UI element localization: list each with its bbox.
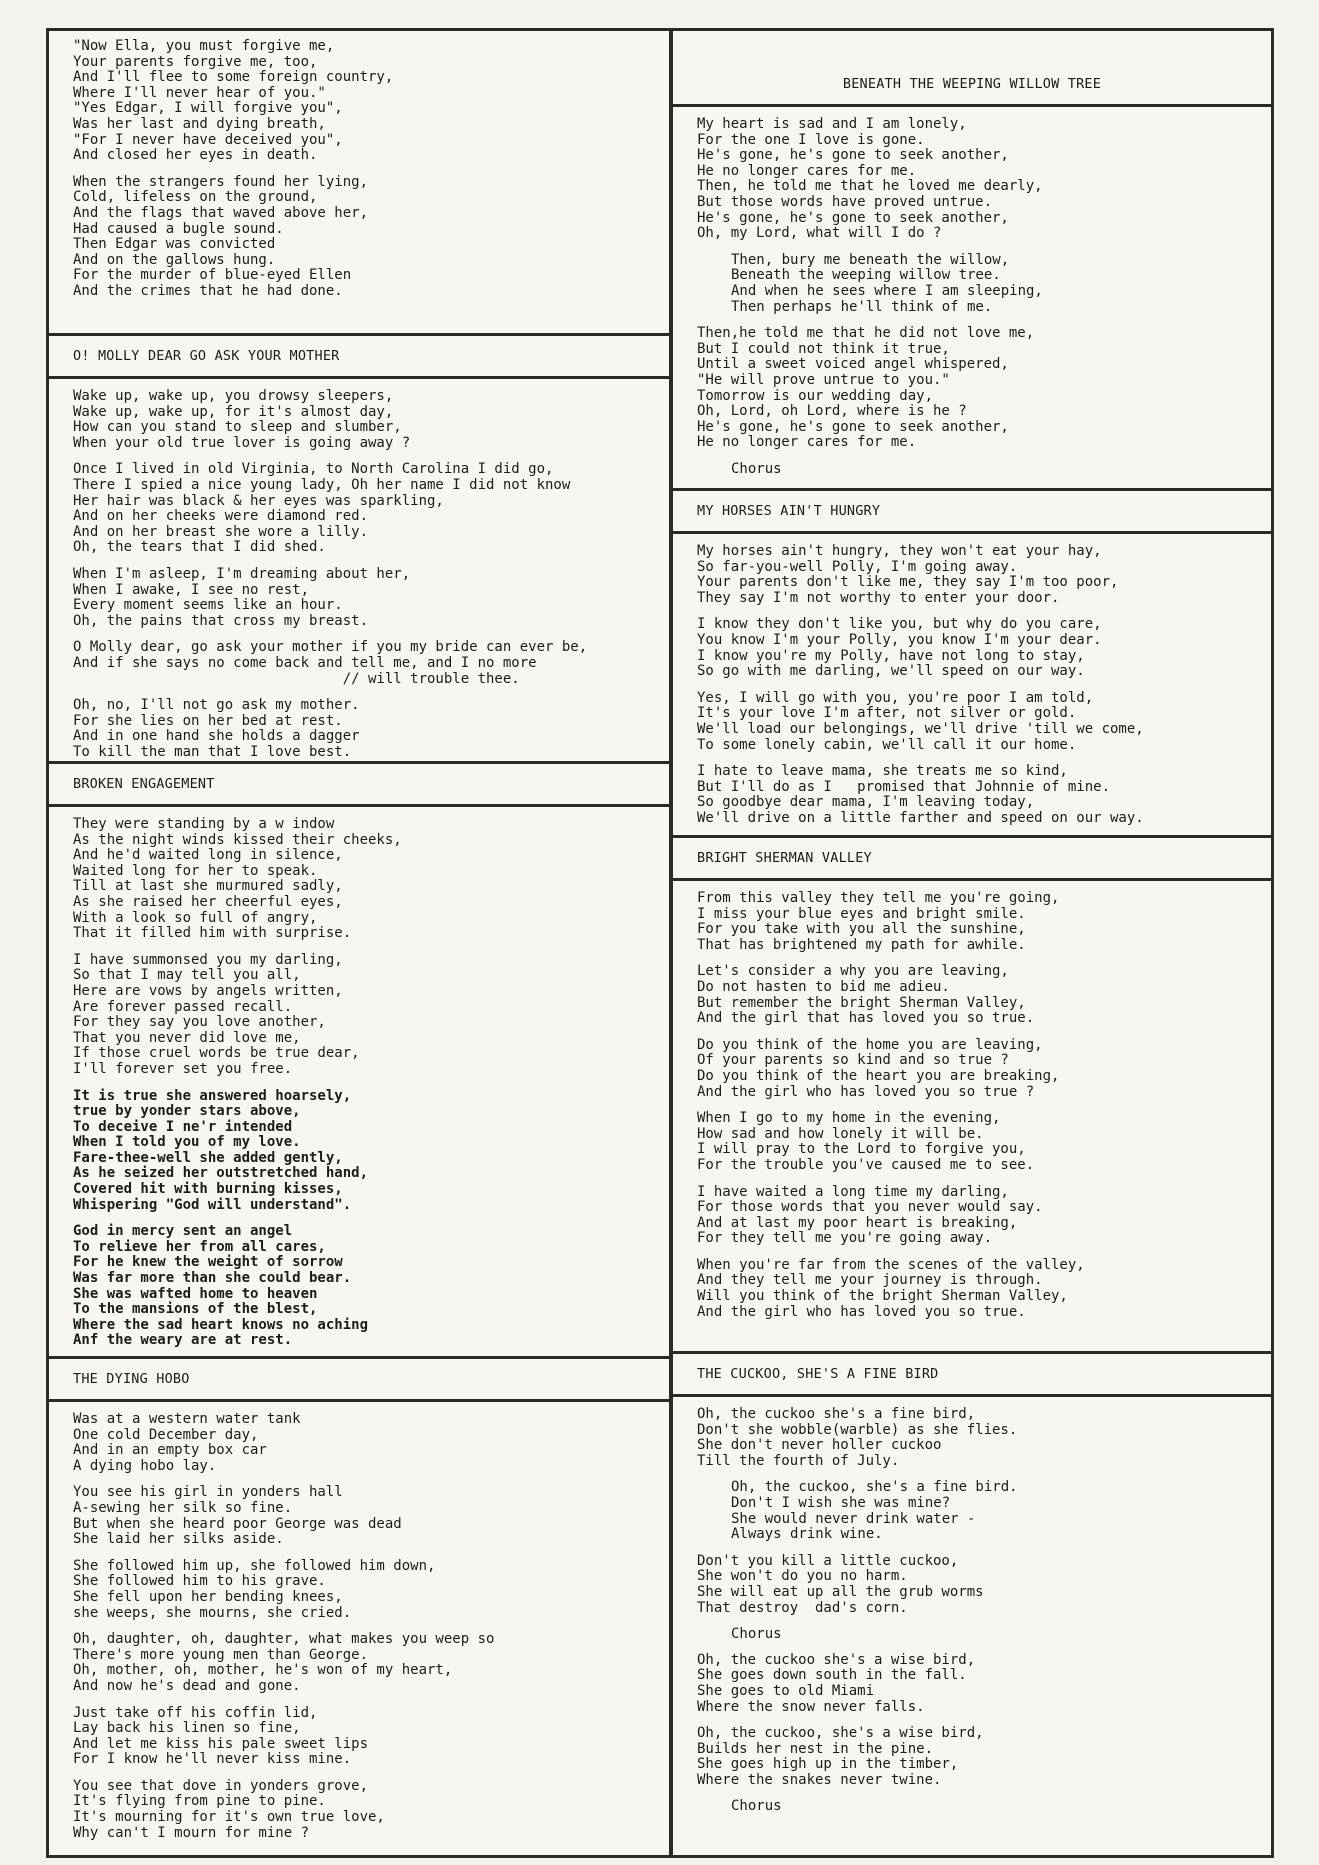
stanza bbox=[697, 1726, 1247, 1788]
stanza bbox=[73, 953, 645, 1078]
lyric-line: Then Edgar was convicted bbox=[73, 236, 276, 253]
lyric-line: Was far more than she could bear. bbox=[73, 1270, 352, 1287]
stanza bbox=[697, 544, 1247, 606]
lyric-line: she weeps, she mourns, she cried. bbox=[73, 1604, 352, 1621]
lyric-line: My heart is sad and I am lonely, bbox=[697, 116, 967, 132]
lyric-line: That you never did love me, bbox=[73, 1029, 301, 1046]
lyric-line: Oh, no, I'll not go ask my mother. bbox=[73, 697, 360, 714]
lyric-line: Fare-thee-well she added gently, bbox=[73, 1149, 343, 1166]
lyric-line: I have summonsed you my darling, bbox=[73, 951, 343, 968]
stanza bbox=[73, 1779, 645, 1841]
song-dying-hobo bbox=[49, 1356, 669, 1852]
lyric-line: Oh, the cuckoo she's a fine bird, bbox=[697, 1406, 976, 1422]
lyric-line: Wake up, wake up, you drowsy sleepers, bbox=[73, 388, 394, 404]
lyric-line: And closed her eyes in death. bbox=[73, 147, 318, 164]
lyric-line: "Now Ella, you must forgive me, bbox=[73, 38, 335, 54]
lyric-line: Where the snakes never twine. bbox=[697, 1771, 942, 1788]
lyric-line: God in mercy sent an angel bbox=[73, 1223, 293, 1240]
lyric-line: She followed him to his grave. bbox=[73, 1573, 326, 1590]
lyric-line: Oh, the cuckoo, she's a fine bird. bbox=[731, 1479, 1018, 1496]
lyric-line: But those words have proved untrue. bbox=[697, 193, 993, 210]
lyric-line: To some lonely cabin, we'll call it our home. bbox=[697, 736, 1077, 753]
lyric-line: And they tell me your journey is through. bbox=[697, 1272, 1043, 1289]
lyric-line: They were standing by a w indow bbox=[73, 816, 335, 832]
lyric-line: She will eat up all the grub worms bbox=[697, 1583, 984, 1600]
chorus-label: Chorus bbox=[731, 1798, 782, 1815]
lyric-line: That it filled him with surprise. bbox=[73, 925, 352, 942]
song-broken-engagement bbox=[49, 761, 669, 1360]
lyric-line: Whispering "God will understand". bbox=[73, 1196, 352, 1213]
lyric-line: Let's consider a why you are leaving, bbox=[697, 963, 1009, 980]
lyric-line: Oh, the tears that I did shed. bbox=[73, 539, 326, 556]
lyric-line: For the trouble you've caused me to see. bbox=[697, 1156, 1035, 1173]
stanza bbox=[697, 1554, 1247, 1616]
lyric-line: But remember the bright Sherman Valley, bbox=[697, 994, 1026, 1011]
stanza bbox=[73, 698, 645, 760]
lyric-line: Where the snow never falls. bbox=[697, 1698, 925, 1715]
stanza bbox=[697, 764, 1247, 826]
lyric-line: And the girl who has loved you so true. bbox=[697, 1303, 1026, 1320]
lyric-line: Builds her nest in the pine. bbox=[697, 1740, 934, 1757]
lyric-line: Was her last and dying breath, bbox=[73, 115, 326, 132]
lyric-line: Do you think of the heart you are breaking, bbox=[697, 1067, 1060, 1084]
lyric-line: Why can't I mourn for mine ? bbox=[73, 1824, 310, 1841]
lyric-line: He's gone, he's gone to seek another, bbox=[697, 209, 1009, 226]
lyric-line: Until a sweet voiced angel whispered, bbox=[697, 356, 1009, 373]
stanza bbox=[697, 891, 1247, 953]
lyric-line: Lay back his linen so fine, bbox=[73, 1720, 301, 1737]
lyric-line: How sad and how lonely it will be. bbox=[697, 1125, 984, 1142]
lyric-line: Always drink wine. bbox=[731, 1526, 883, 1543]
lyric-line: Was at a western water tank bbox=[73, 1411, 301, 1427]
lyric-line: Beneath the weeping willow tree. bbox=[731, 267, 1001, 284]
lyric-line: For they tell me you're going away. bbox=[697, 1230, 993, 1247]
song-ella bbox=[49, 31, 669, 311]
lyric-line: And he'd waited long in silence, bbox=[73, 847, 343, 864]
lyric-line: Covered hit with burning kisses, bbox=[73, 1181, 343, 1198]
song-cuckoo bbox=[673, 1351, 1271, 1825]
lyric-line: Oh, mother, oh, mother, he's won of my heart, bbox=[73, 1662, 453, 1679]
lyric-line: When I awake, I see no rest, bbox=[73, 581, 310, 598]
lyric-line: And in one hand she holds a dagger bbox=[73, 728, 360, 745]
lyric-line: Then,he told me that he did not love me, bbox=[697, 325, 1035, 342]
stanza bbox=[697, 1653, 1247, 1715]
lyric-line: But when she heard poor George was dead bbox=[73, 1515, 402, 1532]
lyric-line: She goes down south in the fall. bbox=[697, 1667, 967, 1684]
song-molly-dear bbox=[49, 333, 669, 771]
lyric-line: Her hair was black & her eyes was sparkling, bbox=[73, 492, 444, 509]
lyric-line: Oh, the cuckoo, she's a wise bird, bbox=[697, 1725, 984, 1742]
stanza bbox=[73, 817, 645, 942]
lyric-line: So that I may tell you all, bbox=[73, 967, 301, 984]
stanza bbox=[697, 326, 1247, 451]
lyric-line: "He will prove untrue to you." bbox=[697, 371, 950, 388]
lyric-line: And at last my poor heart is breaking, bbox=[697, 1214, 1018, 1231]
lyric-line: Where the sad heart knows no aching bbox=[73, 1316, 369, 1333]
song-sherman-valley bbox=[673, 835, 1271, 1331]
song-title: O! MOLLY DEAR GO ASK YOUR MOTHER bbox=[49, 336, 669, 379]
lyric-line: We'll drive on a little farther and speed on our way. bbox=[697, 809, 1144, 826]
stanza bbox=[73, 1632, 645, 1694]
lyric-line: She followed him up, she followed him down, bbox=[73, 1557, 436, 1574]
lyric-line: Here are vows by angels written, bbox=[73, 982, 343, 999]
lyric-line: I miss your blue eyes and bright smile. bbox=[697, 905, 1026, 922]
stanza bbox=[697, 964, 1247, 1026]
lyric-line: She laid her silks aside. bbox=[73, 1531, 284, 1548]
lyric-line: There I spied a nice young lady, Oh her name I did not know bbox=[73, 476, 571, 493]
lyric-line: To relieve her from all cares, bbox=[73, 1238, 326, 1255]
lyric-line: As she raised her cheerful eyes, bbox=[73, 893, 343, 910]
lyric-line: She won't do you no harm. bbox=[697, 1568, 908, 1585]
lyric-line: From this valley they tell me you're going, bbox=[697, 890, 1060, 906]
song-title: BROKEN ENGAGEMENT bbox=[49, 764, 669, 807]
chorus-label: Chorus bbox=[731, 1626, 782, 1643]
stanza bbox=[73, 1706, 645, 1768]
lyric-line: When I'm asleep, I'm dreaming about her, bbox=[73, 565, 411, 582]
lyric-line: But I'll do as I promised that Johnnie of mine. bbox=[697, 778, 1111, 795]
lyric-line: Do you think of the home you are leaving, bbox=[697, 1036, 1043, 1053]
chorus bbox=[697, 253, 1247, 315]
lyric-line: Oh, the pains that cross my breast. bbox=[73, 612, 369, 629]
songbook-page bbox=[46, 28, 1274, 1858]
song-body bbox=[673, 534, 1271, 827]
stanza bbox=[73, 1089, 645, 1214]
lyric-line: There's more young men than George. bbox=[73, 1646, 369, 1663]
lyric-line: As the night winds kissed their cheeks, bbox=[73, 831, 402, 848]
lyric-line: She was wafted home to heaven bbox=[73, 1285, 318, 1302]
lyric-line: Till the fourth of July. bbox=[697, 1452, 900, 1469]
song-weeping-willow bbox=[673, 64, 1271, 487]
lyric-line: And the girl that has loved you so true. bbox=[697, 1010, 1035, 1027]
lyric-line: That has brightened my path for awhile. bbox=[697, 936, 1026, 953]
stanza bbox=[73, 1485, 645, 1547]
lyric-line: Every moment seems like an hour. bbox=[73, 597, 343, 614]
lyric-line: To kill the man that I love best. bbox=[73, 743, 352, 760]
lyric-line: If those cruel words be true dear, bbox=[73, 1045, 360, 1062]
lyric-line: // will trouble thee. bbox=[73, 670, 520, 687]
lyric-line: My horses ain't hungry, they won't eat your hay, bbox=[697, 543, 1102, 559]
lyric-line: I will pray to the Lord to forgive you, bbox=[697, 1141, 1026, 1158]
lyric-line: O Molly dear, go ask your mother if you my bride can ever be, bbox=[73, 639, 588, 656]
lyric-line: Don't she wobble(warble) as she flies. bbox=[697, 1421, 1018, 1438]
lyric-line: Don't you kill a little cuckoo, bbox=[697, 1552, 959, 1569]
song-body bbox=[673, 881, 1271, 1320]
lyric-line: Then, bury me beneath the willow, bbox=[731, 251, 1010, 268]
lyric-line: And when he sees where I am sleeping, bbox=[731, 282, 1043, 299]
lyric-line: I know they don't like you, but why do you care, bbox=[697, 616, 1102, 633]
lyric-line: You see that dove in yonders grove, bbox=[73, 1777, 369, 1794]
lyric-line: Do not hasten to bid me adieu. bbox=[697, 978, 950, 995]
lyric-line: To the mansions of the blest, bbox=[73, 1301, 318, 1318]
lyric-line: He's gone, he's gone to seek another, bbox=[697, 418, 1009, 435]
lyric-line: Tomorrow is our wedding day, bbox=[697, 387, 934, 404]
stanza bbox=[697, 1111, 1247, 1173]
lyric-line: "Yes Edgar, I will forgive you", bbox=[73, 100, 343, 117]
lyric-line: And on the gallows hung. bbox=[73, 251, 276, 268]
lyric-line: One cold December day, bbox=[73, 1426, 259, 1443]
song-body bbox=[673, 107, 1271, 477]
lyric-line: And the girl who has loved you so true ? bbox=[697, 1083, 1035, 1100]
lyric-line: Wake up, wake up, for it's almost day, bbox=[73, 403, 394, 420]
lyric-line: When I told you of my love. bbox=[73, 1134, 301, 1151]
stanza bbox=[73, 567, 645, 629]
song-body bbox=[49, 807, 669, 1349]
stanza bbox=[697, 1258, 1247, 1320]
lyric-line: Are forever passed recall. bbox=[73, 998, 293, 1015]
song-title: BENEATH THE WEEPING WILLOW TREE bbox=[673, 64, 1271, 107]
lyric-line: I know you're my Polly, have not long to stay, bbox=[697, 647, 1085, 664]
lyric-line: When you're far from the scenes of the valley, bbox=[697, 1256, 1085, 1273]
lyric-line: When your old true lover is going away ? bbox=[73, 434, 411, 451]
lyric-line: Anf the weary are at rest. bbox=[73, 1332, 293, 1349]
song-body bbox=[49, 379, 669, 760]
stanza bbox=[73, 1412, 645, 1474]
lyric-line: Your parents forgive me, too, bbox=[73, 53, 318, 70]
lyric-line: Don't I wish she was mine? bbox=[731, 1494, 951, 1511]
stanza bbox=[697, 617, 1247, 679]
lyric-line: And the crimes that he had done. bbox=[73, 282, 343, 299]
lyric-line: She goes to old Miami bbox=[697, 1682, 875, 1699]
lyric-line: Oh, daughter, oh, daughter, what makes you weep so bbox=[73, 1631, 495, 1648]
lyric-line: For she lies on her bed at rest. bbox=[73, 712, 343, 729]
lyric-line: With a look so full of angry, bbox=[73, 909, 318, 926]
lyric-line: And in an empty box car bbox=[73, 1442, 267, 1459]
lyric-line: "For I never have deceived you", bbox=[73, 131, 343, 148]
lyric-line: For I know he'll never kiss mine. bbox=[73, 1751, 352, 1768]
lyric-line: As he seized her outstretched hand, bbox=[73, 1165, 369, 1182]
lyric-line: Just take off his coffin lid, bbox=[73, 1704, 318, 1721]
lyric-line: Then perhaps he'll think of me. bbox=[731, 298, 993, 315]
lyric-line: When I go to my home in the evening, bbox=[697, 1110, 1001, 1127]
lyric-line: I have waited a long time my darling, bbox=[697, 1183, 1009, 1200]
lyric-line: For the one I love is gone. bbox=[697, 131, 925, 148]
lyric-line: Oh, Lord, oh Lord, where is he ? bbox=[697, 403, 967, 420]
lyric-line: It's your love I'm after, not silver or gold. bbox=[697, 705, 1077, 722]
stanza bbox=[697, 1038, 1247, 1100]
song-body bbox=[673, 1397, 1271, 1815]
lyric-line: We'll load our belongings, we'll drive 'till we come, bbox=[697, 720, 1144, 737]
song-title: MY HORSES AIN'T HUNGRY bbox=[673, 491, 1271, 534]
lyric-line: And let me kiss his pale sweet lips bbox=[73, 1735, 369, 1752]
lyric-line: So go with me darling, we'll speed on our way. bbox=[697, 663, 1085, 680]
lyric-line: You see his girl in yonders hall bbox=[73, 1484, 343, 1501]
lyric-line: Oh, my Lord, what will I do ? bbox=[697, 225, 942, 242]
chorus-label: Chorus bbox=[731, 460, 782, 477]
stanza bbox=[73, 462, 645, 556]
lyric-line: That destroy dad's corn. bbox=[697, 1599, 908, 1616]
lyric-line: They say I'm not worthy to enter your door. bbox=[697, 589, 1060, 606]
lyric-line: true by yonder stars above, bbox=[73, 1103, 301, 1120]
lyric-line: He no longer cares for me. bbox=[697, 162, 917, 179]
stanza bbox=[73, 39, 645, 164]
lyric-line: She don't never holler cuckoo bbox=[697, 1437, 942, 1454]
lyric-line: And now he's dead and gone. bbox=[73, 1677, 301, 1694]
lyric-line: She fell upon her bending knees, bbox=[73, 1588, 343, 1605]
stanza bbox=[73, 1559, 645, 1621]
stanza bbox=[73, 1224, 645, 1349]
chorus bbox=[697, 1480, 1247, 1542]
lyric-line: It's flying from pine to pine. bbox=[73, 1793, 326, 1810]
lyric-line: And if she says no come back and tell me, and I no more bbox=[73, 654, 537, 671]
lyric-line: She would never drink water - bbox=[731, 1510, 976, 1527]
lyric-line: And on her breast she wore a lilly. bbox=[73, 523, 369, 540]
lyric-line: It's mourning for it's own true love, bbox=[73, 1809, 385, 1826]
lyric-line: For he knew the weight of sorrow bbox=[73, 1254, 343, 1271]
lyric-line: When the strangers found her lying, bbox=[73, 173, 369, 190]
lyric-line: Then, he told me that he loved me dearly, bbox=[697, 178, 1043, 195]
lyric-line: For they say you love another, bbox=[73, 1014, 326, 1031]
stanza bbox=[73, 389, 645, 451]
stanza bbox=[697, 691, 1247, 753]
lyric-line: He's gone, he's gone to seek another, bbox=[697, 147, 1009, 164]
stanza bbox=[697, 1407, 1247, 1469]
lyric-line: A-sewing her silk so fine. bbox=[73, 1499, 293, 1516]
lyric-line: She goes high up in the timber, bbox=[697, 1756, 959, 1773]
lyric-line: Once I lived in old Virginia, to North Carolina I did go, bbox=[73, 461, 554, 478]
song-body bbox=[49, 31, 669, 300]
right-column bbox=[670, 28, 1274, 1858]
lyric-line: For the murder of blue-eyed Ellen bbox=[73, 267, 352, 284]
stanza bbox=[697, 117, 1247, 242]
lyric-line: And the flags that waved above her, bbox=[73, 204, 369, 221]
lyric-line: For those words that you never would say. bbox=[697, 1199, 1043, 1216]
stanza bbox=[73, 175, 645, 300]
lyric-line: And on her cheeks were diamond red. bbox=[73, 508, 369, 525]
song-my-horses bbox=[673, 488, 1271, 838]
lyric-line: So goodbye dear mama, I'm leaving today, bbox=[697, 794, 1035, 811]
lyric-line: And I'll flee to some foreign country, bbox=[73, 69, 394, 86]
lyric-line: But I could not think it true, bbox=[697, 340, 950, 357]
lyric-line: Will you think of the bright Sherman Valley, bbox=[697, 1288, 1068, 1305]
lyric-line: Waited long for her to speak. bbox=[73, 862, 318, 879]
lyric-line: For you take with you all the sunshine, bbox=[697, 921, 1026, 938]
lyric-line: You know I'm your Polly, you know I'm your dear. bbox=[697, 631, 1102, 648]
lyric-line: So far-you-well Polly, I'm going away. bbox=[697, 558, 1018, 575]
stanza bbox=[73, 640, 645, 687]
lyric-line: Yes, I will go with you, you're poor I am told, bbox=[697, 689, 1094, 706]
lyric-line: To deceive I ne'r intended bbox=[73, 1118, 293, 1135]
lyric-line: How can you stand to sleep and slumber, bbox=[73, 419, 402, 436]
left-column bbox=[46, 28, 672, 1858]
lyric-line: Till at last she murmured sadly, bbox=[73, 878, 343, 895]
song-title: THE DYING HOBO bbox=[49, 1359, 669, 1402]
lyric-line: Your parents don't like me, they say I'm too poor, bbox=[697, 574, 1119, 591]
lyric-line: It is true she answered hoarsely, bbox=[73, 1087, 352, 1104]
lyric-line: He no longer cares for me. bbox=[697, 434, 917, 451]
song-title: THE CUCKOO, SHE'S A FINE BIRD bbox=[673, 1354, 1271, 1397]
lyric-line: Of your parents so kind and so true ? bbox=[697, 1052, 1009, 1069]
song-body bbox=[49, 1402, 669, 1841]
lyric-line: I hate to leave mama, she treats me so kind, bbox=[697, 763, 1068, 780]
song-title: BRIGHT SHERMAN VALLEY bbox=[673, 838, 1271, 881]
lyric-line: I'll forever set you free. bbox=[73, 1060, 293, 1077]
stanza bbox=[697, 1185, 1247, 1247]
lyric-line: Had caused a bugle sound. bbox=[73, 220, 284, 237]
lyric-line: Oh, the cuckoo she's a wise bird, bbox=[697, 1651, 976, 1668]
lyric-line: Where I'll never hear of you." bbox=[73, 84, 326, 101]
lyric-line: A dying hobo lay. bbox=[73, 1457, 217, 1474]
lyric-line: Cold, lifeless on the ground, bbox=[73, 189, 318, 206]
